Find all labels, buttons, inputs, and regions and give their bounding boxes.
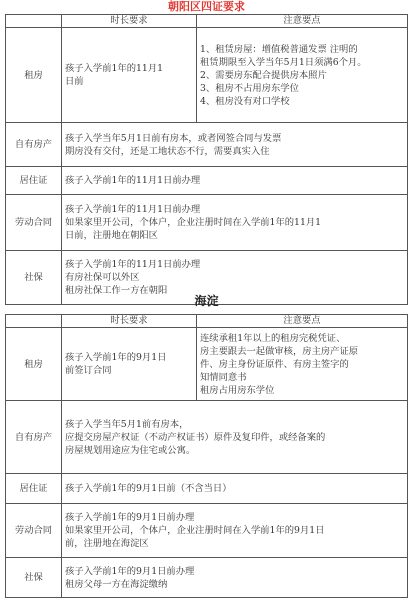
row-label: 社保 bbox=[6, 558, 62, 598]
text-line: 日前 bbox=[65, 76, 84, 87]
row-label: 自有房产 bbox=[6, 123, 62, 167]
duration-cell bbox=[62, 28, 197, 123]
text-line: 孩子入学前1年的9月1日前（不含当日） bbox=[65, 483, 232, 494]
text-line: 孩子入学当年5月1日前有房本，或者网签合同与发票 bbox=[65, 132, 282, 144]
text-line: 日前，注册地在朝阳区 bbox=[65, 230, 158, 241]
header-duration: 时长要求 bbox=[62, 15, 197, 28]
table-row bbox=[6, 504, 408, 558]
text-line: 孩子入学前1年的9月1日前办理 bbox=[65, 512, 195, 523]
header-empty bbox=[6, 15, 62, 28]
content-cell bbox=[62, 504, 408, 558]
text-line: 孩子入学前1年的11月1日前办理 bbox=[65, 259, 201, 270]
text-line: 孩子入学前1年的9月1日 bbox=[65, 352, 167, 363]
header-empty bbox=[6, 315, 62, 328]
table-row bbox=[6, 195, 408, 251]
text-line: 租房社保工作一方在朝阳 bbox=[65, 285, 168, 296]
row-label: 居住证 bbox=[6, 474, 62, 504]
text-line: 租房父母一方在海淀缴纳 bbox=[65, 578, 168, 590]
table-row bbox=[6, 401, 408, 474]
text-line: 有房社保可以外区 bbox=[65, 272, 140, 283]
row-label: 社保 bbox=[6, 251, 62, 305]
text-line: 孩子入学前1年的11月1 bbox=[65, 63, 164, 74]
header-notes: 注意要点 bbox=[197, 315, 408, 328]
header-row bbox=[6, 15, 408, 28]
haidian-title: 海淀 bbox=[194, 294, 219, 308]
text-line: 孩子入学前1年的11月1日前办理 bbox=[65, 175, 201, 186]
haidian-table bbox=[5, 314, 408, 598]
content-cell bbox=[62, 558, 408, 598]
text-line: 连续承租1年以上的租房完税凭证、 bbox=[200, 332, 346, 344]
content-cell bbox=[62, 123, 408, 167]
row-label: 居住证 bbox=[6, 167, 62, 195]
table-row bbox=[6, 28, 408, 123]
text-line: 3、租房不占用房东学位 bbox=[200, 82, 299, 94]
header-notes: 注意要点 bbox=[197, 15, 408, 28]
text-line: 如果家里开公司，个体户，企业注册时间在入学前1年的11月1 bbox=[65, 217, 322, 228]
text-line: 4、租房没有对口学校 bbox=[200, 95, 290, 107]
table-row bbox=[6, 474, 408, 504]
row-label: 劳动合同 bbox=[6, 504, 62, 558]
text-line: 孩子入学前1年的11月1日前办理 bbox=[65, 204, 201, 215]
text-line: 件、房主身份证原件、有房主签字的 bbox=[200, 358, 349, 370]
text-line: 房屋规划用途应为住宅或公寓。 bbox=[65, 444, 196, 456]
content-cell bbox=[62, 195, 408, 251]
table-row bbox=[6, 558, 408, 598]
row-label: 劳动合同 bbox=[6, 195, 62, 251]
content-cell bbox=[62, 167, 408, 195]
text-line: 前，注册地在海淀区 bbox=[65, 538, 149, 549]
header-duration: 时长要求 bbox=[62, 315, 197, 328]
text-line: 2、需要房东配合提供房本照片 bbox=[200, 69, 327, 81]
row-label: 租房 bbox=[6, 28, 62, 123]
text-line: 孩子入学前1年的9月1日前办理 bbox=[65, 565, 195, 577]
table-row bbox=[6, 167, 408, 195]
duration-cell bbox=[62, 328, 197, 401]
text-line: 孩子入学当年5月1前有房本， bbox=[65, 418, 189, 430]
text-line: 如果家里开公司，个体户，企业注册时间在入学前1年的9月1日 bbox=[65, 525, 325, 536]
content-cell bbox=[62, 401, 408, 474]
notes-cell bbox=[197, 328, 408, 401]
text-line: 前签订合同 bbox=[65, 365, 112, 376]
chaoyang-table bbox=[5, 14, 408, 305]
chaoyang-title: 朝阳区四证要求 bbox=[168, 0, 245, 13]
header-row bbox=[6, 315, 408, 328]
table-row bbox=[6, 123, 408, 167]
row-label: 自有房产 bbox=[6, 401, 62, 474]
text-line: 1、租赁房屋：增值税普通发票 注明的 bbox=[200, 43, 358, 55]
notes-cell bbox=[197, 28, 408, 123]
table-row bbox=[6, 328, 408, 401]
text-line: 房主要跟去一起做审核，房主房产证原 bbox=[200, 345, 359, 357]
text-line: 租赁期限至入学当年5月1日须满6个月。 bbox=[200, 56, 367, 68]
text-line: 应提交房屋产权证（不动产权证书）原件及复印件，或经备案的 bbox=[65, 431, 326, 443]
row-label: 租房 bbox=[6, 328, 62, 401]
content-cell bbox=[62, 474, 408, 504]
text-line: 期房没有交付，还是工地状态不行，需要真实入住 bbox=[65, 145, 270, 157]
text-line: 租房占用房东学位 bbox=[200, 384, 275, 396]
text-line: 知情同意书 bbox=[200, 371, 247, 383]
